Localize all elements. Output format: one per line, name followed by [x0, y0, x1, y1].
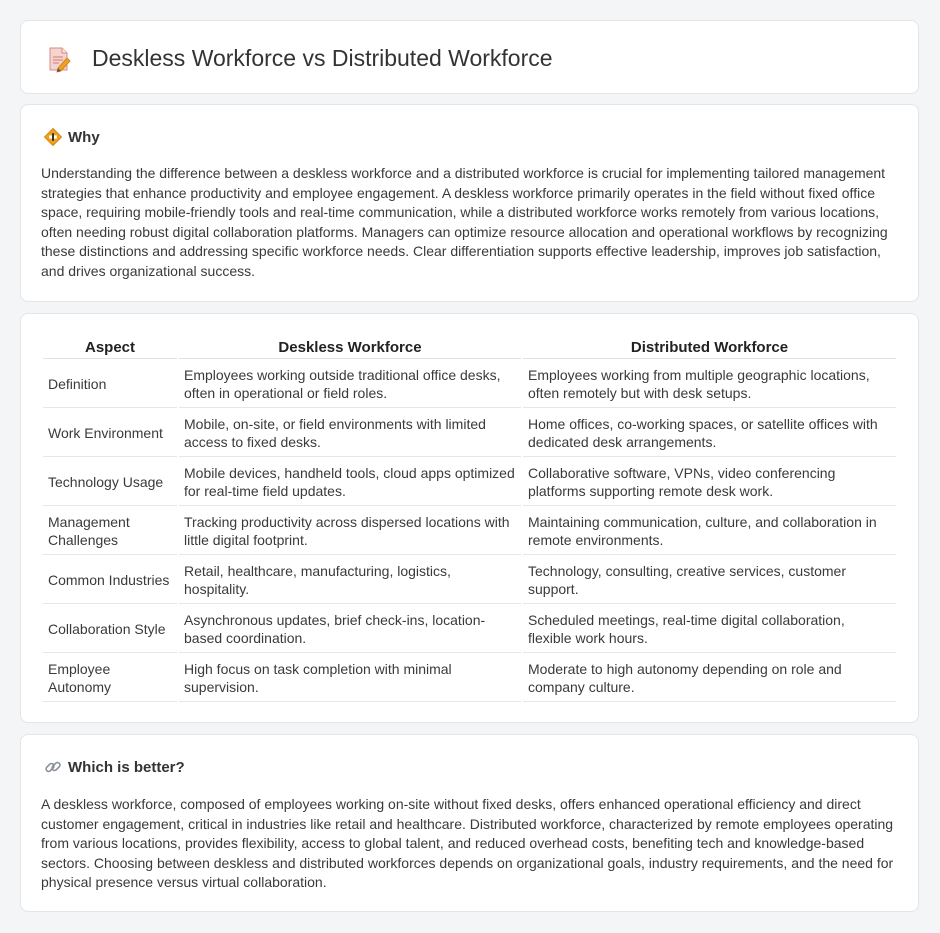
why-title: Why — [68, 128, 100, 146]
warning-sign-icon — [43, 127, 63, 147]
link-icon — [43, 757, 63, 777]
table-header-row — [43, 337, 896, 359]
column-header: Deskless Workforce — [179, 337, 521, 359]
comparison-table-card — [20, 313, 919, 723]
better-heading — [43, 756, 185, 778]
better-title: Which is better? — [68, 758, 185, 776]
aspect-cell: Work Environment — [43, 410, 177, 457]
column-header: Aspect — [43, 337, 177, 359]
aspect-cell: Collaboration Style — [43, 606, 177, 653]
distributed-cell: Technology, consulting, creative services, customer support. — [523, 557, 896, 604]
distributed-cell: Home offices, co-working spaces, or satellite offices with dedicated desk arrangements. — [523, 410, 896, 457]
deskless-cell: Tracking productivity across dispersed locations with little digital footprint. — [179, 508, 521, 555]
table-row — [43, 557, 896, 604]
why-text: Understanding the difference between a deskless workforce and a distributed workforce is crucial for implementing tailored management strategies that enhance productivity and employee engagement. A deskless workforce primarily operates in the field without fixed office space, requiring mobile-friendly tools and real-time communication, while a distributed workforce works remotely from various locations, often needing robust digital collaboration platforms. Managers can optimize resource allocation and operational workflows by recognizing these distinctions and addressing specific workforce needs. Clear differentiation supports effective leadership, improves job satisfaction, and drives organizational success. — [41, 165, 888, 279]
deskless-cell: Mobile devices, handheld tools, cloud apps optimized for real-time field updates. — [179, 459, 521, 506]
deskless-cell: Employees working outside traditional office desks, often in operational or field roles. — [179, 361, 521, 408]
distributed-cell: Employees working from multiple geographic locations, often remotely but with desk setups. — [523, 361, 896, 408]
header-card — [20, 20, 919, 94]
why-heading — [43, 126, 100, 148]
why-section — [20, 104, 919, 302]
table-row — [43, 606, 896, 653]
deskless-cell: Mobile, on-site, or field environments with limited access to fixed desks. — [179, 410, 521, 457]
page-title: Deskless Workforce vs Distributed Workforce — [92, 45, 553, 71]
column-header: Distributed Workforce — [523, 337, 896, 359]
aspect-cell: Common Industries — [43, 557, 177, 604]
table-row — [43, 508, 896, 555]
deskless-cell: High focus on task completion with minimal supervision. — [179, 655, 521, 702]
comparison-table — [41, 335, 898, 704]
aspect-cell: Technology Usage — [43, 459, 177, 506]
table-row — [43, 410, 896, 457]
table-row — [43, 655, 896, 702]
aspect-cell: Management Challenges — [43, 508, 177, 555]
deskless-cell: Retail, healthcare, manufacturing, logistics, hospitality. — [179, 557, 521, 604]
distributed-cell: Maintaining communication, culture, and collaboration in remote environments. — [523, 508, 896, 555]
distributed-cell: Scheduled meetings, real-time digital collaboration, flexible work hours. — [523, 606, 896, 653]
deskless-cell: Asynchronous updates, brief check-ins, location-based coordination. — [179, 606, 521, 653]
document-pencil-icon — [45, 45, 73, 73]
aspect-cell: Employee Autonomy — [43, 655, 177, 702]
better-text: A deskless workforce, composed of employees working on-site without fixed desks, offers enhanced operational efficiency and direct customer engagement, critical in industries like retail and healthcare. Distributed workforce, characterized by remote employees operating from various locations, provides flexibility, access to global talent, and reduced overhead costs, benefiting tech and knowledge-based sectors. Choosing between deskless and distributed workforces depends on organizational goals, industry requirements, and the need for physical presence versus virtual collaboration. — [41, 796, 894, 891]
aspect-cell: Definition — [43, 361, 177, 408]
which-is-better-section — [20, 734, 919, 912]
distributed-cell: Collaborative software, VPNs, video conferencing platforms supporting remote desk work. — [523, 459, 896, 506]
table-row — [43, 361, 896, 408]
distributed-cell: Moderate to high autonomy depending on role and company culture. — [523, 655, 896, 702]
table-row — [43, 459, 896, 506]
